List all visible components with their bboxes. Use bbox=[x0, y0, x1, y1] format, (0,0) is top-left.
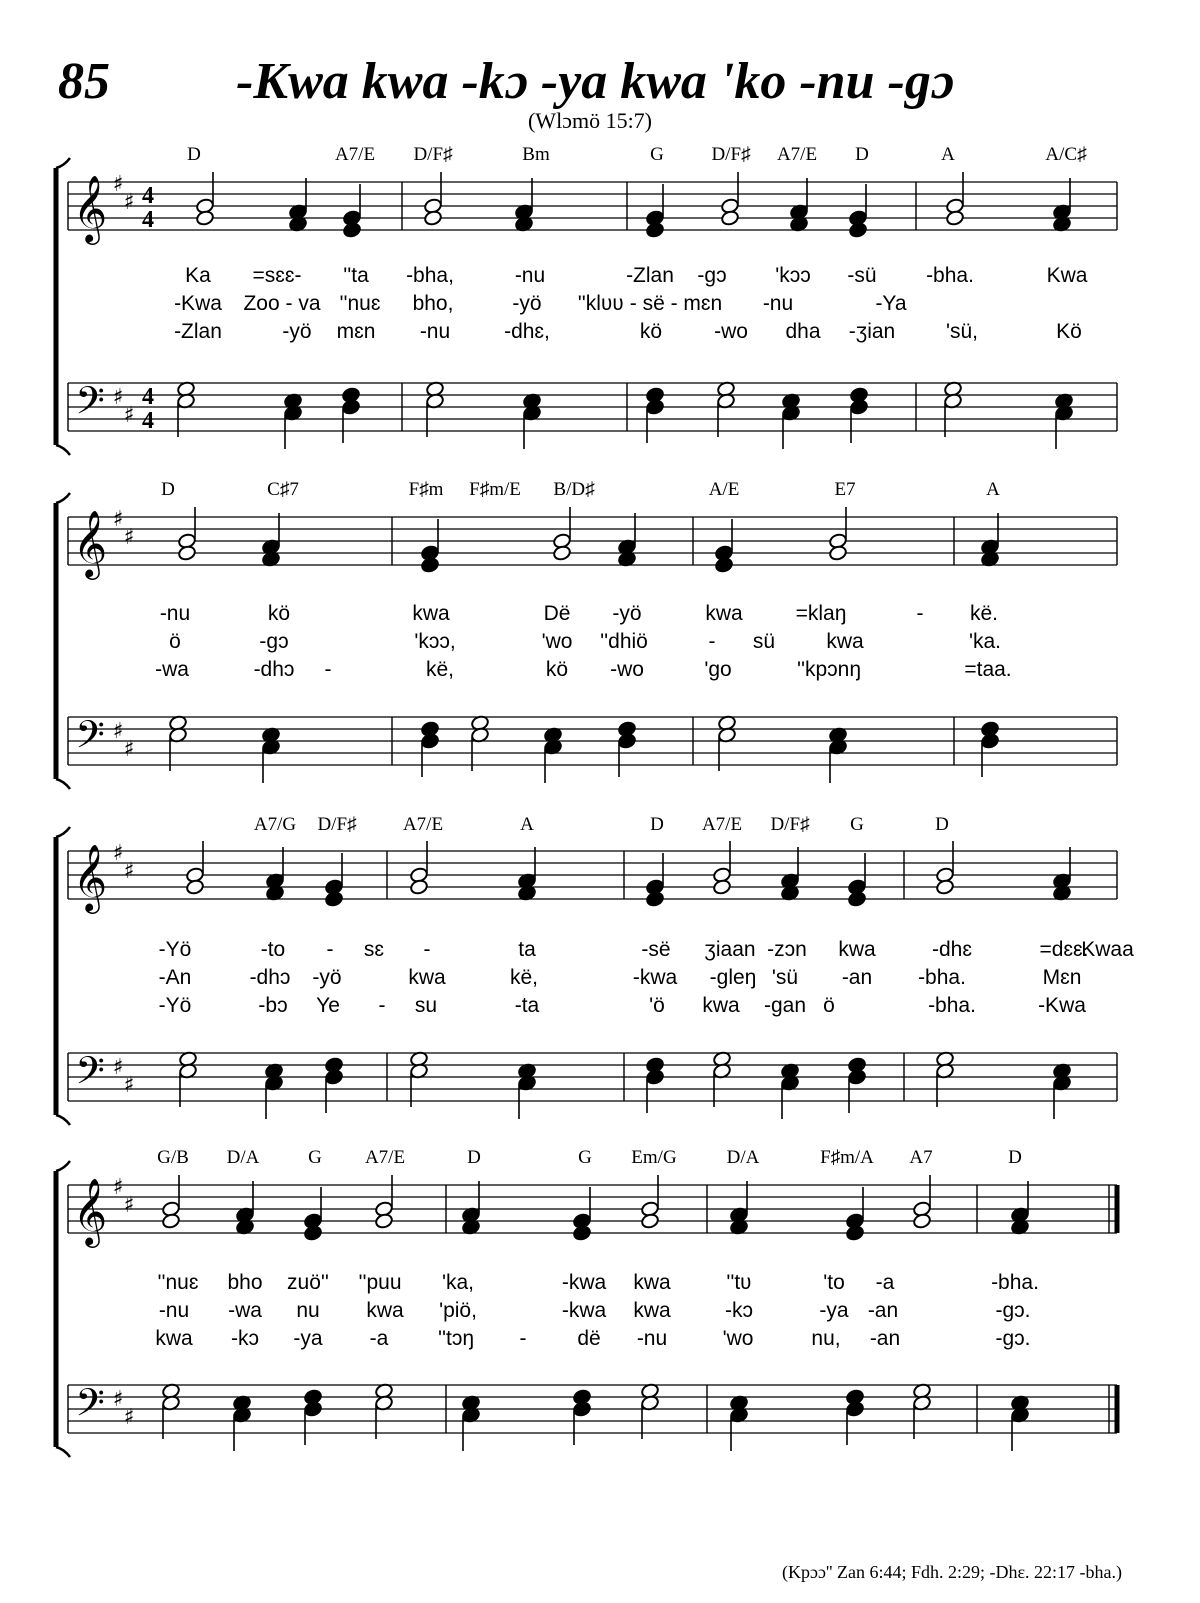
lyric-syllable: - bbox=[916, 602, 924, 625]
lyric-syllable: -to bbox=[260, 938, 286, 961]
key-signature-sharp: ♯ bbox=[123, 1405, 135, 1430]
chord-symbol: A bbox=[520, 814, 534, 835]
chord-symbol: D/F♯ bbox=[317, 814, 357, 835]
key-signature-sharp: ♯ bbox=[123, 1193, 135, 1218]
lyric-syllable: -nu bbox=[419, 320, 451, 343]
footnote-references: (Kpɔɔ'' Zan 6:44; Fdh. 2:29; -Dhɛ. 22:17 -bha.) bbox=[782, 1562, 1122, 1582]
notehead bbox=[645, 399, 664, 416]
lyric-syllable: -Zlan bbox=[174, 320, 222, 343]
lyric-syllable: -an bbox=[841, 966, 873, 989]
lyric-syllable: - bbox=[326, 938, 334, 961]
treble-staff bbox=[68, 517, 1117, 565]
notehead bbox=[177, 545, 196, 562]
scripture-reference: (Wlɔmö 15:7) bbox=[527, 108, 653, 133]
lyric-syllable: -yö bbox=[312, 966, 342, 989]
chord-symbol: Bm bbox=[522, 144, 550, 165]
time-signature-bottom: 4 bbox=[142, 207, 154, 233]
treble-clef: 𝄞 bbox=[72, 509, 108, 577]
notehead bbox=[828, 545, 847, 562]
lyric-syllable: zuö'' bbox=[287, 1271, 329, 1294]
lyric-syllable: -ʒian bbox=[848, 320, 896, 343]
lyric-syllable: Ye bbox=[316, 994, 340, 1017]
lyric-syllable: sü bbox=[752, 630, 776, 653]
key-signature-sharp: ♯ bbox=[112, 841, 124, 866]
notehead bbox=[912, 1213, 931, 1230]
lyric-syllable: 'piö, bbox=[439, 1299, 477, 1322]
chord-symbol: D/F♯ bbox=[711, 144, 751, 165]
chord-symbol: D/F♯ bbox=[413, 144, 453, 165]
notehead bbox=[712, 879, 731, 896]
bracket-bottom-hook bbox=[56, 779, 70, 789]
lyric-syllable: 'sü bbox=[771, 966, 799, 989]
notehead bbox=[714, 557, 733, 574]
lyric-syllable: -bha. bbox=[926, 264, 974, 287]
notehead bbox=[423, 210, 442, 227]
chord-symbol: A7/G bbox=[253, 814, 297, 835]
lyric-syllable: -ya bbox=[293, 1327, 323, 1350]
lyric-syllable: -an bbox=[869, 1327, 901, 1350]
chord-symbol: C♯7 bbox=[267, 479, 299, 500]
lyric-syllable: -nu bbox=[159, 602, 191, 625]
bracket-top-hook bbox=[56, 1161, 70, 1171]
hymn-title: -Kwa kwa -kɔ -ya kwa 'ko -nu -gɔ bbox=[236, 53, 954, 110]
key-signature-sharp: ♯ bbox=[123, 525, 135, 550]
lyric-syllable: =dɛɛ. bbox=[1039, 938, 1089, 961]
lyric-syllable: kwa bbox=[702, 994, 740, 1017]
notehead bbox=[980, 733, 999, 750]
chord-symbol: E7 bbox=[834, 479, 856, 500]
chord-symbol: Em/G bbox=[631, 1147, 677, 1168]
lyric-syllable: ö bbox=[169, 630, 181, 653]
chord-symbol: A bbox=[941, 144, 955, 165]
key-signature-sharp: ♯ bbox=[112, 1387, 124, 1412]
key-signature-sharp: ♯ bbox=[123, 403, 135, 428]
time-signature-top: 4 bbox=[142, 183, 154, 209]
chord-symbol: A7/E bbox=[364, 1147, 406, 1168]
lyric-syllable: - bbox=[519, 1327, 527, 1350]
lyric-syllable: Kö bbox=[1056, 320, 1082, 343]
key-signature-sharp: ♯ bbox=[112, 1055, 124, 1080]
key-signature-sharp: ♯ bbox=[112, 385, 124, 410]
lyric-syllable: -Yö bbox=[158, 994, 192, 1017]
lyric-syllable: -An bbox=[158, 966, 192, 989]
lyric-syllable: -an bbox=[867, 1299, 899, 1322]
notehead bbox=[195, 210, 214, 227]
lyric-syllable: nu bbox=[296, 1299, 320, 1322]
chord-symbol: G bbox=[650, 144, 664, 165]
lyric-syllable: -gɔ bbox=[259, 630, 289, 653]
lyric-syllable: kö bbox=[267, 602, 291, 625]
notehead bbox=[640, 1213, 659, 1230]
notehead bbox=[617, 733, 636, 750]
notehead bbox=[849, 399, 868, 416]
lyric-syllable: kwa bbox=[366, 1299, 404, 1322]
notehead bbox=[845, 1401, 864, 1418]
lyric-syllable: -së bbox=[641, 938, 671, 961]
lyric-syllable: Dë bbox=[543, 602, 571, 625]
lyric-syllable: ''puu bbox=[358, 1271, 402, 1294]
notehead bbox=[420, 733, 439, 750]
lyric-syllable: - bbox=[378, 994, 386, 1017]
chord-symbol: G bbox=[850, 814, 864, 835]
lyric-syllable: 'sü, bbox=[945, 320, 979, 343]
lyric-syllable: -gan bbox=[763, 994, 807, 1017]
notehead bbox=[324, 891, 343, 908]
notehead bbox=[185, 879, 204, 896]
notehead bbox=[945, 210, 964, 227]
key-signature-sharp: ♯ bbox=[123, 190, 135, 215]
chord-symbol: D bbox=[1008, 1147, 1022, 1168]
bass-clef: 𝄢 bbox=[75, 1048, 105, 1102]
lyric-syllable: kwa bbox=[826, 630, 864, 653]
lyric-syllable: =taa. bbox=[964, 658, 1012, 681]
lyric-syllable: -nu bbox=[158, 1299, 190, 1322]
chord-symbol: F♯m/E bbox=[469, 479, 521, 500]
lyric-syllable: -Kwa bbox=[1038, 994, 1086, 1017]
notehead bbox=[420, 557, 439, 574]
bass-clef: 𝄢 bbox=[75, 712, 105, 766]
notehead bbox=[935, 879, 954, 896]
lyric-syllable: -dhɔ bbox=[253, 658, 295, 681]
lyric-syllable: ''klʋʋ - së - mɛn bbox=[577, 292, 723, 315]
notehead bbox=[303, 1225, 322, 1242]
bass-staff bbox=[68, 1053, 1117, 1101]
lyric-syllable: dë bbox=[577, 1327, 601, 1350]
lyric-syllable: -yö bbox=[512, 292, 542, 315]
lyric-syllable: -gɔ bbox=[697, 264, 727, 287]
lyric-syllable: -wo bbox=[610, 658, 644, 681]
lyric-syllable: bho, bbox=[412, 292, 454, 315]
treble-clef: 𝄞 bbox=[72, 1177, 108, 1245]
lyric-syllable: Ka bbox=[185, 264, 211, 287]
lyric-syllable: -dhɛ, bbox=[504, 320, 550, 343]
lyric-syllable: kwa bbox=[155, 1327, 193, 1350]
lyric-syllable: -yö bbox=[612, 602, 642, 625]
lyric-syllable: kwa bbox=[412, 602, 450, 625]
chord-symbol: A7/E bbox=[402, 814, 444, 835]
chord-symbol: A bbox=[986, 479, 1000, 500]
lyric-syllable: kwa bbox=[408, 966, 446, 989]
key-signature-sharp: ♯ bbox=[123, 859, 135, 884]
notehead bbox=[409, 879, 428, 896]
lyric-syllable: -Kwaa bbox=[1074, 938, 1134, 961]
lyric-syllable: kë, bbox=[509, 966, 539, 989]
lyric-syllable: -bɔ bbox=[258, 994, 288, 1017]
lyric-syllable: -nu bbox=[514, 264, 546, 287]
chord-symbol: D bbox=[187, 144, 201, 165]
lyric-syllable: 'ka, bbox=[441, 1271, 475, 1294]
lyric-syllable: Kwa bbox=[1046, 264, 1088, 287]
notehead bbox=[645, 222, 664, 239]
bass-staff bbox=[68, 717, 1117, 765]
lyric-syllable: - bbox=[423, 938, 431, 961]
lyric-syllable: -dhɛ bbox=[932, 938, 972, 961]
chord-symbol: A7 bbox=[909, 1147, 933, 1168]
bracket-bottom-hook bbox=[56, 1447, 70, 1457]
chord-symbol: F♯m/A bbox=[820, 1147, 874, 1168]
lyric-syllable: -kwa bbox=[561, 1271, 607, 1294]
lyric-syllable: -a bbox=[875, 1271, 895, 1294]
lyric-syllable: -wa bbox=[228, 1299, 262, 1322]
bass-clef: 𝄢 bbox=[75, 378, 105, 432]
lyric-syllable: Zoo - va bbox=[243, 292, 321, 315]
treble-staff bbox=[68, 851, 1117, 899]
lyric-syllable: ʒiaan bbox=[704, 938, 756, 961]
lyric-syllable: 'kɔɔ bbox=[775, 264, 811, 287]
notehead bbox=[341, 399, 360, 416]
lyric-syllable: kwa bbox=[838, 938, 876, 961]
chord-symbol: D bbox=[467, 1147, 481, 1168]
lyric-syllable: 'go bbox=[704, 658, 732, 681]
chord-symbol: A7/E bbox=[334, 144, 376, 165]
lyric-syllable: =klaŋ bbox=[795, 602, 847, 625]
lyric-syllable: -gleŋ bbox=[709, 966, 757, 989]
notehead bbox=[645, 1069, 664, 1086]
lyric-syllable: dha bbox=[785, 320, 821, 343]
chord-symbol: A/E bbox=[708, 479, 740, 500]
lyric-syllable: -nu bbox=[636, 1327, 668, 1350]
notehead bbox=[552, 545, 571, 562]
lyric-syllable: -bha. bbox=[928, 994, 976, 1017]
lyric-syllable: -Ya bbox=[875, 292, 907, 315]
lyric-syllable: -Yö bbox=[158, 938, 192, 961]
time-signature-bottom: 4 bbox=[142, 408, 154, 434]
lyric-syllable: kë. bbox=[969, 602, 999, 625]
chord-symbol: F♯m bbox=[408, 479, 444, 500]
treble-clef: 𝄞 bbox=[72, 174, 108, 242]
lyric-syllable: nu, bbox=[811, 1327, 841, 1350]
lyric-syllable: 'ka. bbox=[968, 630, 1002, 653]
lyric-syllable: -gɔ. bbox=[995, 1299, 1031, 1322]
chord-symbol: B/D♯ bbox=[553, 479, 595, 500]
key-signature-sharp: ♯ bbox=[112, 172, 124, 197]
notehead bbox=[572, 1401, 591, 1418]
chord-symbol: G/B bbox=[157, 1147, 189, 1168]
lyric-syllable: -bha. bbox=[991, 1271, 1039, 1294]
lyric-syllable: =sɛɛ- bbox=[252, 264, 302, 287]
key-signature-sharp: ♯ bbox=[112, 719, 124, 744]
lyric-syllable: ''kpɔnŋ bbox=[796, 658, 862, 681]
lyric-syllable: -ta bbox=[514, 994, 540, 1017]
lyric-syllable: kö bbox=[545, 658, 569, 681]
lyric-syllable: -bha, bbox=[406, 264, 454, 287]
chord-symbol: D bbox=[650, 814, 664, 835]
bracket-bottom-hook bbox=[56, 445, 70, 455]
lyric-syllable: - bbox=[324, 658, 332, 681]
lyric-syllable: 'to bbox=[823, 1271, 845, 1294]
chord-symbol: D/A bbox=[726, 1147, 760, 1168]
lyric-syllable: -zɔn bbox=[767, 938, 807, 961]
lyric-syllable: -Zlan bbox=[626, 264, 674, 287]
key-signature-sharp: ♯ bbox=[123, 737, 135, 762]
lyric-syllable: -dhɔ bbox=[249, 966, 291, 989]
lyric-syllable: sɛ bbox=[363, 938, 385, 961]
lyric-syllable: kwa bbox=[705, 602, 743, 625]
bass-staff bbox=[68, 1385, 1117, 1433]
lyric-syllable: -Kwa bbox=[174, 292, 222, 315]
lyric-syllable: ta bbox=[518, 938, 536, 961]
treble-staff bbox=[68, 1185, 1117, 1233]
chord-symbol: G bbox=[308, 1147, 322, 1168]
lyric-syllable: -a bbox=[369, 1327, 389, 1350]
notehead bbox=[303, 1401, 322, 1418]
lyric-syllable: su bbox=[414, 994, 438, 1017]
key-signature-sharp: ♯ bbox=[112, 507, 124, 532]
lyric-syllable: -bha. bbox=[918, 966, 966, 989]
key-signature-sharp: ♯ bbox=[123, 1073, 135, 1098]
time-signature-top: 4 bbox=[142, 384, 154, 410]
chord-symbol: G bbox=[578, 1147, 592, 1168]
lyric-syllable: kö bbox=[639, 320, 663, 343]
notehead bbox=[845, 1225, 864, 1242]
notehead bbox=[161, 1213, 180, 1230]
lyric-syllable: - bbox=[708, 630, 716, 653]
lyric-syllable: 'ö bbox=[649, 994, 665, 1017]
chord-symbol: A/C♯ bbox=[1045, 144, 1087, 165]
chord-symbol: D bbox=[935, 814, 949, 835]
chord-symbol: D/F♯ bbox=[770, 814, 810, 835]
treble-clef: 𝄞 bbox=[72, 843, 108, 911]
lyric-syllable: -yö bbox=[282, 320, 312, 343]
chord-symbol: A7/E bbox=[776, 144, 818, 165]
lyric-syllable: -nu bbox=[762, 292, 794, 315]
lyric-syllable: -kɔ bbox=[231, 1327, 259, 1350]
lyric-syllable: 'wo bbox=[541, 630, 573, 653]
lyric-syllable: ''tɔŋ bbox=[437, 1327, 475, 1350]
lyric-syllable: ''ta bbox=[343, 264, 369, 287]
bracket-bottom-hook bbox=[56, 1115, 70, 1125]
lyric-syllable: kwa bbox=[633, 1299, 671, 1322]
lyric-syllable: kë, bbox=[425, 658, 455, 681]
lyric-syllable: -sü bbox=[847, 264, 877, 287]
bracket-top-hook bbox=[56, 158, 70, 168]
chord-symbol: D/A bbox=[226, 1147, 260, 1168]
notehead bbox=[324, 1069, 343, 1086]
lyric-syllable: 'kɔɔ, bbox=[414, 630, 456, 653]
notehead bbox=[342, 222, 361, 239]
lyric-syllable: -gɔ. bbox=[995, 1327, 1031, 1350]
lyric-syllable: -wo bbox=[714, 320, 748, 343]
lyric-syllable: -wa bbox=[155, 658, 189, 681]
lyric-syllable: -kɔ bbox=[725, 1299, 753, 1322]
chord-symbol: D bbox=[161, 479, 175, 500]
lyric-syllable: ''dhiö bbox=[600, 630, 648, 653]
lyric-syllable: ''nuɛ bbox=[339, 292, 381, 315]
lyric-syllable: ''nuɛ bbox=[157, 1271, 199, 1294]
notehead bbox=[848, 222, 867, 239]
bracket-top-hook bbox=[56, 827, 70, 837]
lyric-syllable: -kwa bbox=[561, 1299, 607, 1322]
notehead bbox=[572, 1225, 591, 1242]
lyric-syllable: ö bbox=[823, 994, 835, 1017]
lyric-syllable: -kwa bbox=[632, 966, 678, 989]
bracket-top-hook bbox=[56, 493, 70, 503]
notehead bbox=[720, 210, 739, 227]
lyric-syllable: ''tʋ bbox=[726, 1271, 752, 1294]
notehead bbox=[645, 891, 664, 908]
bass-clef: 𝄢 bbox=[75, 1380, 105, 1434]
lyric-syllable: mɛn bbox=[336, 320, 376, 343]
notehead bbox=[374, 1213, 393, 1230]
lyric-syllable: 'wo bbox=[722, 1327, 754, 1350]
chord-symbol: A7/E bbox=[701, 814, 743, 835]
lyric-syllable: -ya bbox=[819, 1299, 849, 1322]
lyric-syllable: bho bbox=[227, 1271, 263, 1294]
chord-symbol: D bbox=[855, 144, 869, 165]
key-signature-sharp: ♯ bbox=[112, 1175, 124, 1200]
hymn-number: 85 bbox=[58, 53, 110, 110]
notehead bbox=[847, 1069, 866, 1086]
lyric-syllable: kwa bbox=[633, 1271, 671, 1294]
lyric-syllable: Mɛn bbox=[1042, 966, 1082, 989]
notehead bbox=[847, 891, 866, 908]
